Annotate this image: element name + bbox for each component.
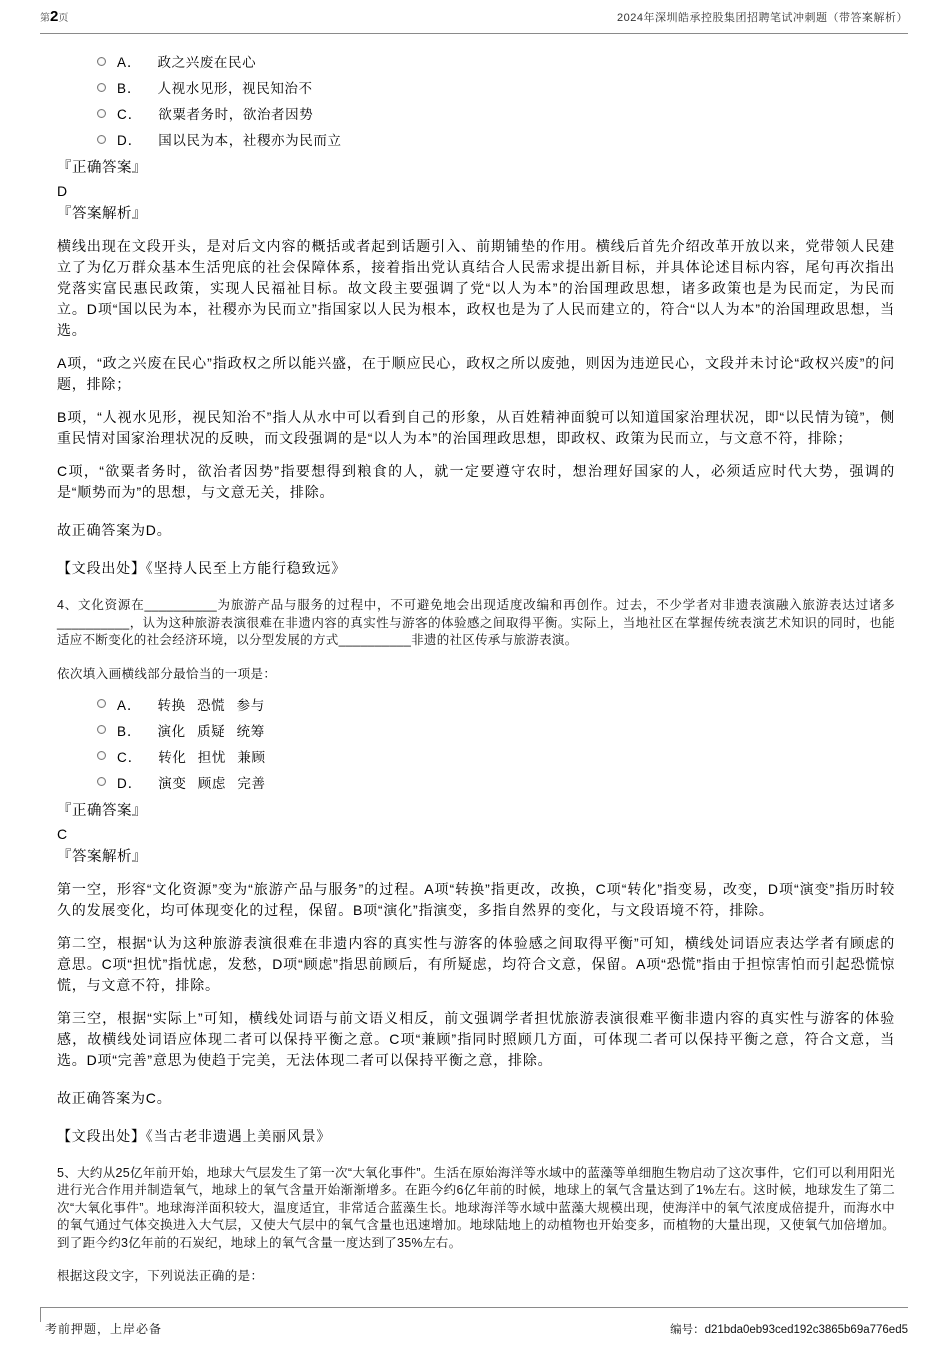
- footer-slogan: 考前押题，上岸必备: [45, 1322, 163, 1336]
- correct-answer-value: D: [57, 183, 68, 199]
- option-text: 欲粟者务时，欲治者因势: [158, 107, 314, 122]
- analysis-paragraph: 第三空，根据“实际上”可知，横线处词语与前文语义相反，前文强调学者担忧旅游表演很难平衡非遗内容的真实性与游客的体验感，故横线处词语应体现二者可以保持平衡之意。C项“兼顾”指同时照顾几方面，可体现二者可以保持平衡之意，符合文意，当选。D项“完善”意思为使趋于完美，无法体现二者可以保持平衡之意，排除。: [57, 1009, 895, 1068]
- radio-button[interactable]: [97, 699, 106, 708]
- radio-button[interactable]: [97, 777, 106, 786]
- analysis-paragraph: B项，“人视水见形，视民知治不”指人从水中可以看到自己的形象，从百姓精神面貌可以知道国家治理状况，即“以民情为镜”，侧重民情对国家治理状况的反映，而文段强调的是“以人为本”的治国理政思想，即政权、政策为民而立，与文意不符，排除；: [57, 409, 895, 446]
- analysis-paragraph: 第一空，形容“文化资源”变为“旅游产品与服务”的过程。A项“转换”指更改，改换，C项“转化”指变易，改变，D项“演变”指历时较久的发展变化，均可体现变化的过程，保留。B项“演化”指演变，多指自然界的变化，与文段语境不符，排除。: [57, 880, 895, 918]
- analysis-heading: 『答案解析』: [57, 206, 147, 222]
- radio-button[interactable]: [97, 83, 106, 92]
- option-row[interactable]: [97, 743, 895, 769]
- question5-prompt: 根据这段文字，下列说法正确的是：: [57, 1269, 264, 1283]
- radio-button[interactable]: [97, 57, 106, 66]
- option-letter: C．: [117, 749, 143, 765]
- radio-button[interactable]: [97, 751, 106, 760]
- analysis-paragraph: 横线出现在文段开头，是对后文内容的概括或者起到话题引入、前期铺垫的作用。横线后首先介绍改革开放以来，党带领人民建立了为亿万群众基本生活兜底的社会保障体系，接着指出党认真结合人民需求提出新目标，并具体论述目标内容，尾句再次指出党落实富民惠民政策，实现人民福祉目标。故文段主要强调了党“以人为本”的治国理政思想，诸多政策也是为民而定，为民而立。D项“国以民为本，社稷亦为民而立”指国家以人民为根本，政权也是为了人民而建立的，符合“以人为本”的治国理政思想，当选。: [57, 238, 895, 338]
- option-row[interactable]: [97, 74, 895, 100]
- option-text: 转换 恐慌 参与: [157, 697, 265, 713]
- option-letter: D．: [117, 133, 143, 148]
- passage-source: 【文段出处】《坚持人民至上方能行稳致远》: [57, 560, 346, 576]
- analysis-conclusion: 故正确答案为C。: [57, 1089, 172, 1106]
- radio-button[interactable]: [97, 725, 106, 734]
- page-number-prefix: 第: [40, 13, 50, 24]
- option-letter: B．: [117, 723, 142, 739]
- option-text: 转化 担忧 兼顾: [158, 749, 266, 765]
- radio-button[interactable]: [97, 109, 106, 118]
- footer-divider: [40, 1307, 908, 1308]
- page-number-value: 2: [50, 8, 59, 25]
- option-row[interactable]: [97, 100, 895, 126]
- passage-source: 【文段出处】《当古老非遗遇上美丽风景》: [57, 1127, 332, 1144]
- option-row[interactable]: [97, 691, 895, 717]
- option-text: 人视水见形，视民知治不: [157, 81, 313, 96]
- header-divider: [40, 33, 908, 34]
- analysis-paragraph: A项，“政之兴废在民心”指政权之所以能兴盛，在于顺应民心，政权之所以废弛，则因为违逆民心，文段并未讨论“政权兴废”的问题，排除；: [57, 355, 895, 392]
- option-text: 演变 顾虑 完善: [158, 775, 266, 791]
- option-text: 演化 质疑 统筹: [157, 723, 265, 739]
- correct-answer-heading: 『正确答案』: [57, 160, 147, 176]
- footer-tick: [40, 1308, 41, 1322]
- document-title: 2024年深圳皓承控股集团招聘笔试冲刺题（带答案解析）: [617, 12, 908, 24]
- analysis-heading: 『答案解析』: [57, 848, 147, 865]
- option-text: 国以民为本，社稷亦为民而立: [158, 133, 342, 148]
- option-row[interactable]: [97, 769, 895, 795]
- option-letter: B．: [117, 81, 142, 96]
- option-letter: C．: [117, 107, 143, 122]
- question5-stem: 5、大约从25亿年前开始，地球大气层发生了第一次“大氧化事件”。生活在原始海洋等水域中的蓝藻等单细胞生物启动了这次事件，它们可以利用阳光进行光合作用并制造氧气，地球上的氧气含量开始渐渐增多。在距今约6亿年前的时候，地球上的氧气含量达到了1%左右。这时候，地球发生了第二次“大氧化事件”。地球海洋面积较大，温度适宜，非常适合蓝藻生长。地球海洋等水域中蓝藻大规模出现，使海洋中的氧气浓度成倍提升，而海水中的氧气通过气体交换进入大气层，又使大气层中的氧气含量也迅速增加。地球陆地上的动植物也开始变多，而植物的大量出现，又使氧气加倍增加。到了距今约3亿年前的石炭纪，地球上的氧气含量一度达到了35%左右。: [57, 1165, 895, 1250]
- option-text: 政之兴废在民心: [157, 55, 257, 70]
- radio-button[interactable]: [97, 135, 106, 144]
- q3-options: [97, 48, 895, 152]
- option-row[interactable]: [97, 126, 895, 152]
- option-letter: A．: [117, 55, 142, 70]
- footer-serial: 编号：d21bda0eb93ced192c3865b69a776ed5: [670, 1324, 908, 1336]
- analysis-paragraph: 第二空，根据“认为这种旅游表演很难在非遗内容的真实性与游客的体验感之间取得平衡”可知，横线处词语应表达学者有顾虑的意思。C项“担忧”指忧虑，发愁，D项“顾虑”指思前顾后，有所疑虑，均符合文意，保留。A项“恐慌”指由于担惊害怕而引起恐慌惊慌，与文意不符，排除。: [57, 934, 895, 993]
- question4-stem: 4、文化资源在__________为旅游产品与服务的过程中，不可避免地会出现适度改编和再创作。过去，不少学者对非遗表演融入旅游表达过诸多__________，认为这种旅游表演很难在非遗内容的真实性与游客的体验感之间取得平衡。实际上，当地社区在掌握传统表演艺术知识的同时，也能适应不断变化的社会经济环境，以分型发展的方式__________非遗的社区传承与旅游表演。: [57, 598, 895, 647]
- q4-options: [97, 691, 895, 795]
- option-letter: A．: [117, 697, 142, 713]
- analysis-paragraph: C项，“欲粟者务时，欲治者因势”指要想得到粮食的人，就一定要遵守农时，想治理好国家的人，必须适应时代大势，强调的是“顺势而为”的思想，与文意无关，排除。: [57, 463, 895, 500]
- option-row[interactable]: [97, 717, 895, 743]
- page-header: [40, 8, 908, 25]
- analysis-conclusion: 故正确答案为D。: [57, 522, 172, 538]
- page-content: [57, 46, 895, 1293]
- page-footer: [45, 1320, 908, 1337]
- correct-answer-heading: 『正确答案』: [57, 802, 147, 819]
- option-letter: D．: [117, 775, 143, 791]
- page-number: [40, 8, 68, 25]
- correct-answer-value: C: [57, 825, 68, 842]
- page-number-suffix: 页: [58, 13, 69, 24]
- option-row[interactable]: [97, 48, 895, 74]
- question4-prompt: 依次填入画横线部分最恰当的一项是：: [57, 666, 277, 681]
